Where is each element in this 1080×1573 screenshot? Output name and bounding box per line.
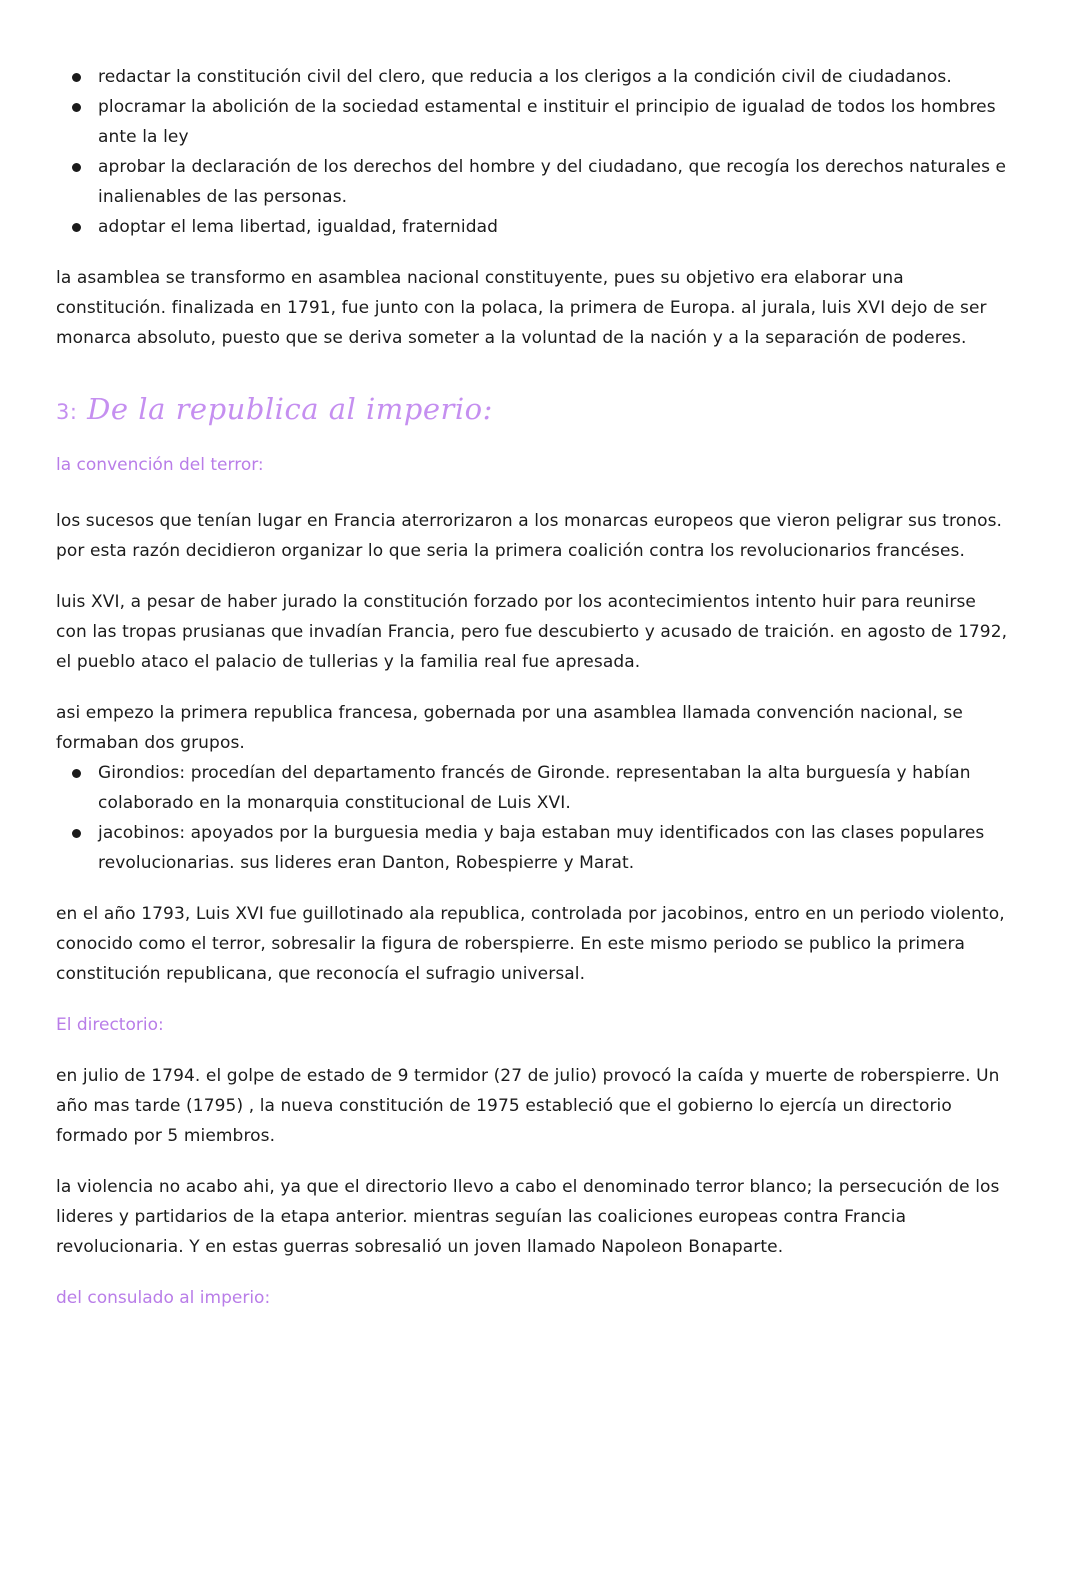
paragraph: la violencia no acabo ahi, ya que el directorio llevo a cabo el denominado terror blanco; la persecución de los lideres y partidarios de la etapa anterior. mientras seguían las coaliciones europeas contra Francia revolucionaria. Y en estas guerras sobresalió un joven llamado Napoleon Bonaparte. (56, 1177, 1000, 1257)
bullet-icon (72, 73, 81, 82)
subheading-consulado: del consulado al imperio: (56, 1288, 271, 1308)
subheading-directorio: El directorio: (56, 1015, 164, 1035)
paragraph: asi empezo la primera republica francesa, gobernada por una asamblea llamada convención nacional, se formaban dos grupos. (56, 703, 963, 753)
asamblea-paragraph: la asamblea se transformo en asamblea nacional constituyente, pues su objetivo era elaborar una constitución. finalizada en 1791, fue junto con la polaca, la primera de Europa. al jurala, luis XVI dejo de ser monarca absoluto, puesto que se deriva someter a la voluntad de la nación y a la separación de poderes. (56, 268, 987, 348)
list-item: plocramar la abolición de la sociedad estamental e instituir el principio de igualad de todos los hombres ante la ley (56, 92, 1010, 152)
groups-bullet-list (56, 758, 1010, 878)
list-item: jacobinos: apoyados por la burguesia media y baja estaban muy identificados con las clases populares revolucionarias. sus lideres eran Danton, Robespierre y Marat. (56, 818, 1010, 878)
section-title (56, 389, 1010, 432)
section-number: 3: (56, 400, 78, 424)
list-item: aprobar la declaración de los derechos del hombre y del ciudadano, que recogía los derechos naturales e inalienables de las personas. (56, 152, 1010, 212)
bullet-icon (72, 769, 81, 778)
list-item: adoptar el lema libertad, igualdad, fraternidad (56, 212, 1010, 242)
section-title-text: De la republica al imperio: (87, 392, 493, 426)
subheading-convencion: la convención del terror: (56, 455, 264, 475)
paragraph: en julio de 1794. el golpe de estado de 9 termidor (27 de julio) provocó la caída y muerte de roberspierre. Un año mas tarde (1795) , la nueva constitución de 1975 estableció que el gobierno lo ejercía un directorio formado por 5 miembros. (56, 1066, 1000, 1146)
bullet-icon (72, 103, 81, 112)
paragraph: luis XVI, a pesar de haber jurado la constitución forzado por los acontecimientos intento huir para reunirse con las tropas prusianas que invadían Francia, pero fue descubierto y acusado de traición. en agosto de 1792, el pueblo ataco el palacio de tullerias y la familia real fue apresada. (56, 592, 1008, 672)
list-item: Girondios: procedían del departamento francés de Gironde. representaban la alta burguesía y habían colaborado en la monarquia constitucional de Luis XVI. (56, 758, 1010, 818)
paragraph: en el año 1793, Luis XVI fue guillotinado ala republica, controlada por jacobinos, entro en un periodo violento, conocido como el terror, sobresalir la figura de roberspierre. En este mismo periodo se publico la primera constitución republicana, que reconocía el sufragio universal. (56, 904, 1005, 984)
paragraph: los sucesos que tenían lugar en Francia aterrorizaron a los monarcas europeos que vieron peligrar sus tronos. por esta razón decidieron organizar lo que seria la primera coalición contra los revolucionarios francéses. (56, 511, 1003, 561)
bullet-icon (72, 829, 81, 838)
intro-bullet-list (56, 62, 1010, 242)
bullet-icon (72, 163, 81, 172)
bullet-icon (72, 223, 81, 232)
list-item: redactar la constitución civil del clero, que reducia a los clerigos a la condición civil de ciudadanos. (56, 62, 1010, 92)
